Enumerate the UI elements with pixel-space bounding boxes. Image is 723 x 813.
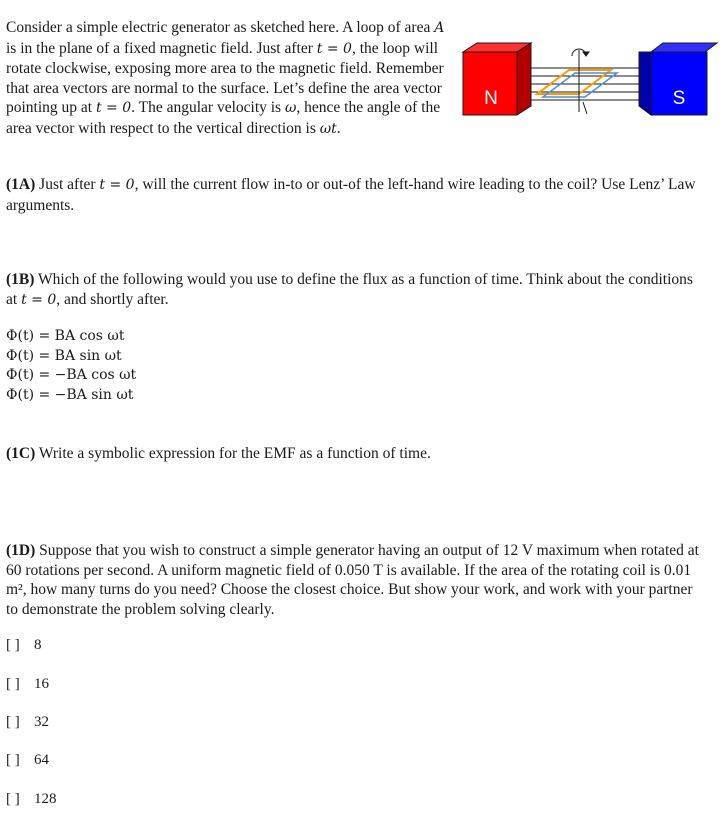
choice-item[interactable]	[6, 675, 49, 695]
flux-option: Φ(t) = −BA cos ωt	[6, 367, 137, 383]
var-a: A	[434, 20, 445, 36]
choice-item[interactable]	[6, 790, 57, 810]
intro-text-2: is in the plane of a fixed magnetic field. Just after	[6, 39, 317, 57]
choice-item[interactable]	[6, 713, 49, 733]
t-equals-zero: t = 0	[316, 40, 352, 57]
choice-value: 8	[34, 637, 42, 653]
intro-text-6: .	[336, 119, 341, 137]
choice-checkbox[interactable]: [ ]	[6, 752, 20, 768]
q1a-t-equals-zero: t = 0	[99, 177, 135, 193]
intro-paragraph	[6, 18, 456, 139]
north-magnet	[463, 43, 531, 115]
generator-diagram	[461, 42, 719, 120]
choice-item[interactable]	[6, 636, 42, 656]
q1b-text-b: , and shortly after.	[56, 290, 169, 308]
question-1a	[6, 175, 706, 215]
choice-item[interactable]	[6, 751, 49, 771]
omega-t: ωt	[319, 120, 337, 137]
choice-value: 64	[34, 752, 49, 768]
south-magnet	[639, 43, 717, 115]
question-1d	[6, 541, 706, 619]
flux-options	[6, 327, 136, 405]
q1d-text: Suppose that you wish to construct a simple generator having an output of 12 V maximum when rotated at 60 rotations per second. A uniform magnetic field of 0.050 T is available. If the area of the rotating coil is 0.01 m², how many turns do you need? Choose the closest choice. But show your work, and work with your partner to demonstrate the problem solving clearly.	[6, 542, 699, 618]
q1b-text-a: Which of the following would you use to define the flux as a function of time. Think about the conditions at	[6, 271, 693, 308]
intro-text-5: , hence the angle of the area vector with respect to the vertical direction is	[6, 99, 441, 137]
choice-value: 128	[34, 791, 57, 807]
north-label: N	[484, 88, 498, 109]
q1b-t-equals-zero: t = 0	[21, 291, 57, 308]
choice-checkbox[interactable]: [ ]	[6, 676, 20, 692]
coil-loop	[537, 70, 617, 97]
generator-svg	[461, 42, 719, 120]
flux-option: Φ(t) = BA cos ωt	[6, 328, 125, 344]
q1d-label: (1D)	[6, 542, 36, 559]
flux-option: Φ(t) = −BA sin ωt	[6, 386, 134, 403]
axle	[572, 49, 589, 114]
choice-value: 16	[34, 676, 49, 692]
question-1b	[6, 270, 706, 310]
q1a-label: (1A)	[6, 176, 36, 193]
omega-symbol: ω	[284, 100, 297, 116]
choice-value: 32	[34, 714, 49, 730]
question-1c	[6, 444, 706, 464]
q1a-text-b: , will the current flow in-to or out-of the left-hand wire leading to the coil? Use Lenz’ Law arguments.	[6, 176, 696, 214]
t-equals-zero-b: t = 0	[95, 100, 132, 116]
intro-text-3: , the loop will rotate clockwise, exposing more area to the magnetic field. Remember that area vectors are normal to the surface. Let’s define the area vector pointing up at	[6, 39, 444, 116]
q1b-label: (1B)	[6, 271, 35, 288]
q1a-text-a: Just after	[35, 176, 100, 193]
choice-checkbox[interactable]: [ ]	[6, 714, 20, 730]
intro-text-4: . The angular velocity is	[131, 99, 285, 116]
q1c-text: Write a symbolic expression for the EMF as a function of time.	[35, 445, 431, 462]
intro-text-1: Consider a simple electric generator as sketched here. A loop of area	[6, 19, 435, 36]
flux-option: Φ(t) = BA sin ωt	[6, 347, 122, 364]
choice-checkbox[interactable]: [ ]	[6, 791, 20, 807]
q1c-label: (1C)	[6, 445, 36, 462]
choice-checkbox[interactable]: [ ]	[6, 637, 20, 653]
south-label: S	[672, 88, 686, 109]
